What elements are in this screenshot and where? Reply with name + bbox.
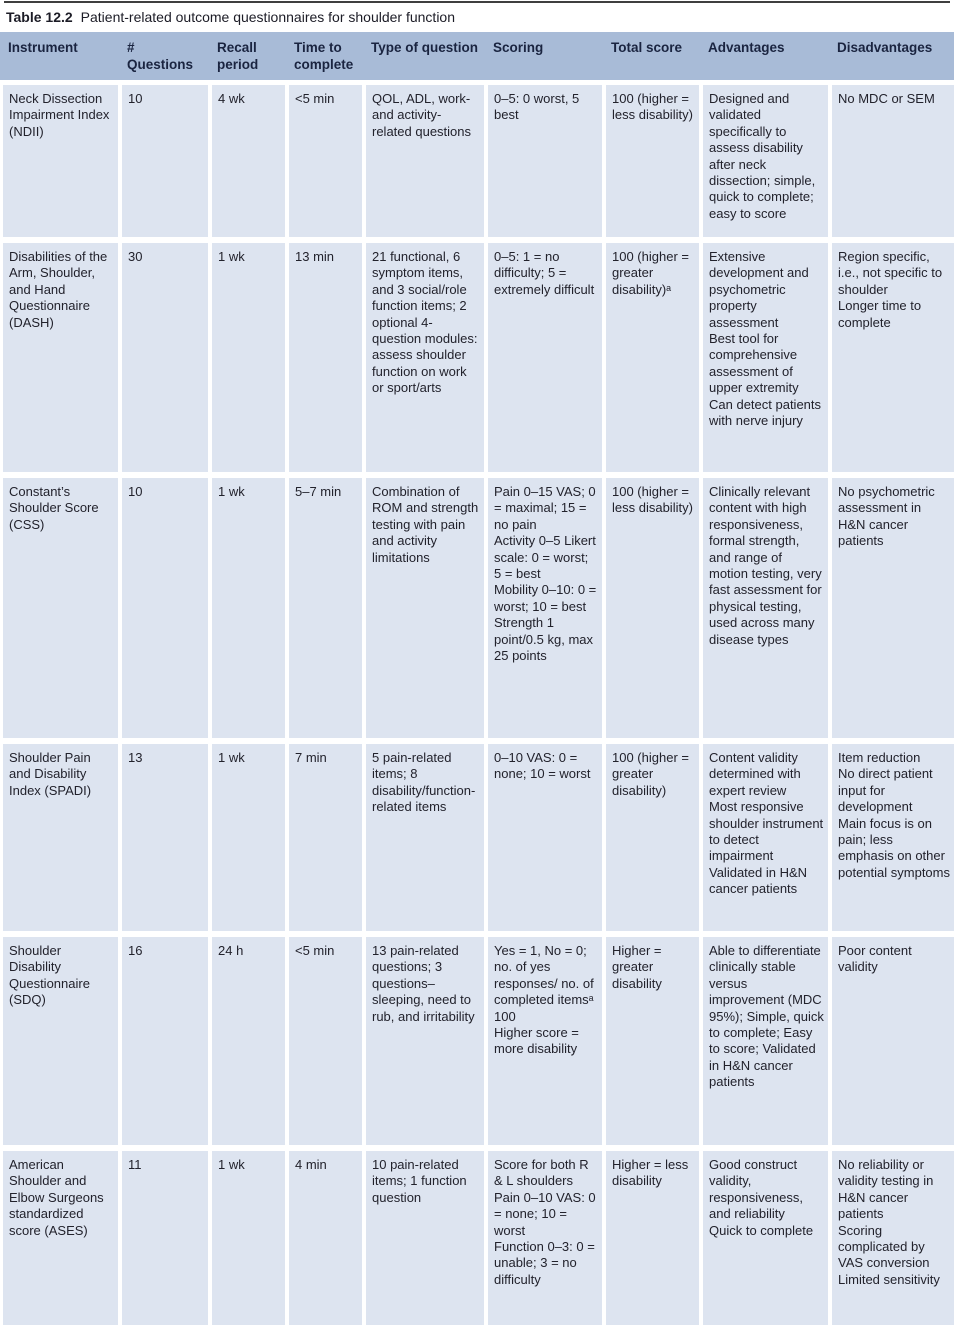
cell-advantages (703, 1151, 828, 1325)
cell-line: Pain 0–10 VAS: 0 = none; 10 = worst (494, 1189, 596, 1238)
cell-line: No reliability or validity testing in H&N cancer patients (838, 1157, 934, 1222)
cell-questions: 16 (122, 937, 208, 1145)
cell-instrument: American Shoulder and Elbow Surgeons standardized score (ASES) (3, 1151, 118, 1325)
cell-line: Extensive development and psychometric property assessment (709, 249, 809, 330)
cell-scoring (488, 744, 602, 931)
cell-line: Most responsive shoulder instrument to detect impairment (709, 799, 824, 864)
cell-questions: 13 (122, 744, 208, 931)
cell-line: Region specific, i.e., not specific to shoulder (838, 249, 943, 297)
cell-instrument: Disabilities of the Arm, Shoulder, and Hand Questionnaire (DASH) (3, 243, 118, 472)
column-header-questions: # Questions (127, 40, 194, 72)
cell-line: Item reduction (838, 750, 921, 765)
table-number: Table 12.2 (6, 9, 73, 25)
cell-type-of-question: Combination of ROM and strength testing with pain and activity limitations (366, 478, 484, 738)
cell-line: Function 0–3: 0 = unable; 3 = no difficulty (494, 1239, 595, 1287)
cell-instrument: Neck Dissection Impairment Index (NDII) (3, 85, 118, 237)
cell-scoring (488, 937, 602, 1145)
column-header-time-to-complete: Time to complete (294, 40, 354, 72)
cell-scoring (488, 85, 602, 237)
cell-disadvantages (832, 1151, 954, 1325)
cell-line: No MDC or SEM (838, 91, 935, 106)
cell-recall-period: 1 wk (212, 243, 285, 472)
column-header-total-score: Total score (611, 40, 683, 55)
cell-line: 0–10 VAS: 0 = none; 10 = worst (494, 750, 591, 782)
cell-line: Longer time to complete (838, 298, 922, 330)
cell-time-to-complete: 5–7 min (289, 478, 362, 738)
column-header-disadvantages: Disadvantages (837, 40, 933, 55)
cell-line: Scoring complicated by VAS conversion (838, 1222, 930, 1271)
cell-line: Designed and validated specifically to assess disability after neck dissection; simple, quick to complete; easy to score (709, 91, 816, 221)
column-header-scoring: Scoring (493, 40, 544, 55)
cell-scoring (488, 243, 602, 472)
cell-line: 0–5: 1 = no difficulty; 5 = extremely difficult (494, 249, 595, 297)
cell-disadvantages (832, 478, 954, 738)
table-title (0, 3, 954, 32)
cell-disadvantages (832, 937, 954, 1145)
cell-time-to-complete: 7 min (289, 744, 362, 931)
cell-disadvantages (832, 85, 954, 237)
cell-time-to-complete: <5 min (289, 85, 362, 237)
cell-line: Can detect patients with nerve injury (709, 396, 822, 429)
cell-total-score: 100 (higher = less disability) (606, 85, 699, 237)
cell-total-score: Higher = greater disability (606, 937, 699, 1145)
cell-disadvantages (832, 243, 954, 472)
cell-type-of-question: 13 pain-related questions; 3 questions–sleeping, need to rub, and irritability (366, 937, 484, 1145)
cell-line: Best tool for comprehensive assessment of upper extremity (709, 331, 799, 396)
cell-scoring (488, 1151, 602, 1325)
column-header-advantages: Advantages (708, 40, 785, 55)
cell-line: Pain 0–15 VAS; 0 = maximal; 15 = no pain (494, 484, 596, 532)
cell-time-to-complete: <5 min (289, 937, 362, 1145)
cell-advantages (703, 478, 828, 738)
cell-recall-period: 24 h (212, 937, 285, 1145)
table-row-spadi (0, 744, 954, 931)
cell-line: Quick to complete (709, 1222, 814, 1238)
cell-line: Poor content validity (838, 943, 912, 975)
cell-questions: 10 (122, 478, 208, 738)
cell-total-score: 100 (higher = greater disability)ᵃ (606, 243, 699, 472)
cell-time-to-complete: 4 min (289, 1151, 362, 1325)
table-row-ases (0, 1151, 954, 1325)
cell-recall-period: 1 wk (212, 1151, 285, 1325)
cell-type-of-question: 5 pain-related items; 8 disability/function-related items (366, 744, 484, 931)
cell-line: Higher score = more disability (494, 1025, 579, 1057)
cell-total-score: 100 (higher = less disability) (606, 478, 699, 738)
cell-line: 0–5: 0 worst, 5 best (494, 91, 580, 123)
cell-disadvantages (832, 744, 954, 931)
cell-line: No direct patient input for development (838, 766, 933, 815)
cell-time-to-complete: 13 min (289, 243, 362, 472)
cell-instrument: Shoulder Pain and Disability Index (SPADI) (3, 744, 118, 931)
cell-line: No psychometric assessment in H&N cancer patients (838, 484, 935, 549)
cell-questions: 30 (122, 243, 208, 472)
cell-total-score: Higher = less disability (606, 1151, 699, 1325)
cell-line: Mobility 0–10: 0 = worst; 10 = best (494, 582, 597, 614)
cell-line: Activity 0–5 Likert scale: 0 = worst; 5 = best (494, 533, 596, 582)
table-page (0, 1, 954, 1325)
cell-advantages (703, 744, 828, 931)
table-caption: Patient-related outcome questionnaires for shoulder function (80, 9, 456, 25)
cell-recall-period: 1 wk (212, 744, 285, 931)
cell-instrument: Shoulder Disability Questionnaire (SDQ) (3, 937, 118, 1145)
cell-advantages (703, 937, 828, 1145)
table-row-ndii (0, 85, 954, 237)
cell-type-of-question: QOL, ADL, work- and activity-related questions (366, 85, 484, 237)
cell-line: Yes = 1, No = 0; no. of yes responses/ no. of completed itemsᵃ 100 (494, 943, 594, 1024)
cell-scoring (488, 478, 602, 738)
cell-line: Score for both R & L shoulders (494, 1157, 589, 1189)
cell-advantages (703, 243, 828, 472)
column-header-instrument: Instrument (8, 40, 78, 55)
cell-line: Content validity determined with expert review (709, 750, 801, 798)
cell-line: Able to differentiate clinically stable versus improvement (MDC 95%); Simple, quick to complete; Easy to score; Validated in H&N cancer patients (709, 943, 824, 1090)
cell-line: Clinically relevant content with high responsiveness, formal strength, and range of motion testing, very fast assessment for physical testing, used across many disease types (709, 484, 822, 647)
cell-advantages (703, 85, 828, 237)
cell-recall-period: 1 wk (212, 478, 285, 738)
cell-line: Main focus is on pain; less emphasis on other potential symptoms (838, 815, 950, 880)
cell-line: Good construct validity, responsiveness, and reliability (709, 1157, 803, 1222)
cell-line: Validated in H&N cancer patients (709, 864, 808, 897)
cell-line: Strength 1 point/0.5 kg, max 25 points (494, 615, 593, 664)
cell-type-of-question: 10 pain-related items; 1 function question (366, 1151, 484, 1325)
cell-line: Limited sensitivity (838, 1271, 940, 1287)
column-header-type-of-question: Type of question (371, 40, 478, 55)
table-header-row (0, 32, 954, 80)
cell-questions: 11 (122, 1151, 208, 1325)
cell-instrument: Constant’s Shoulder Score (CSS) (3, 478, 118, 738)
column-header-recall-period: Recall period (217, 40, 259, 72)
cell-type-of-question: 21 functional, 6 symptom items, and 3 social/role function items; 2 optional 4-question modules: assess shoulder function on work or sport/arts (366, 243, 484, 472)
cell-total-score: 100 (higher = greater disability) (606, 744, 699, 931)
table-row-sdq (0, 937, 954, 1145)
table-row-css (0, 478, 954, 738)
cell-questions: 10 (122, 85, 208, 237)
cell-recall-period: 4 wk (212, 85, 285, 237)
table-row-dash (0, 243, 954, 472)
